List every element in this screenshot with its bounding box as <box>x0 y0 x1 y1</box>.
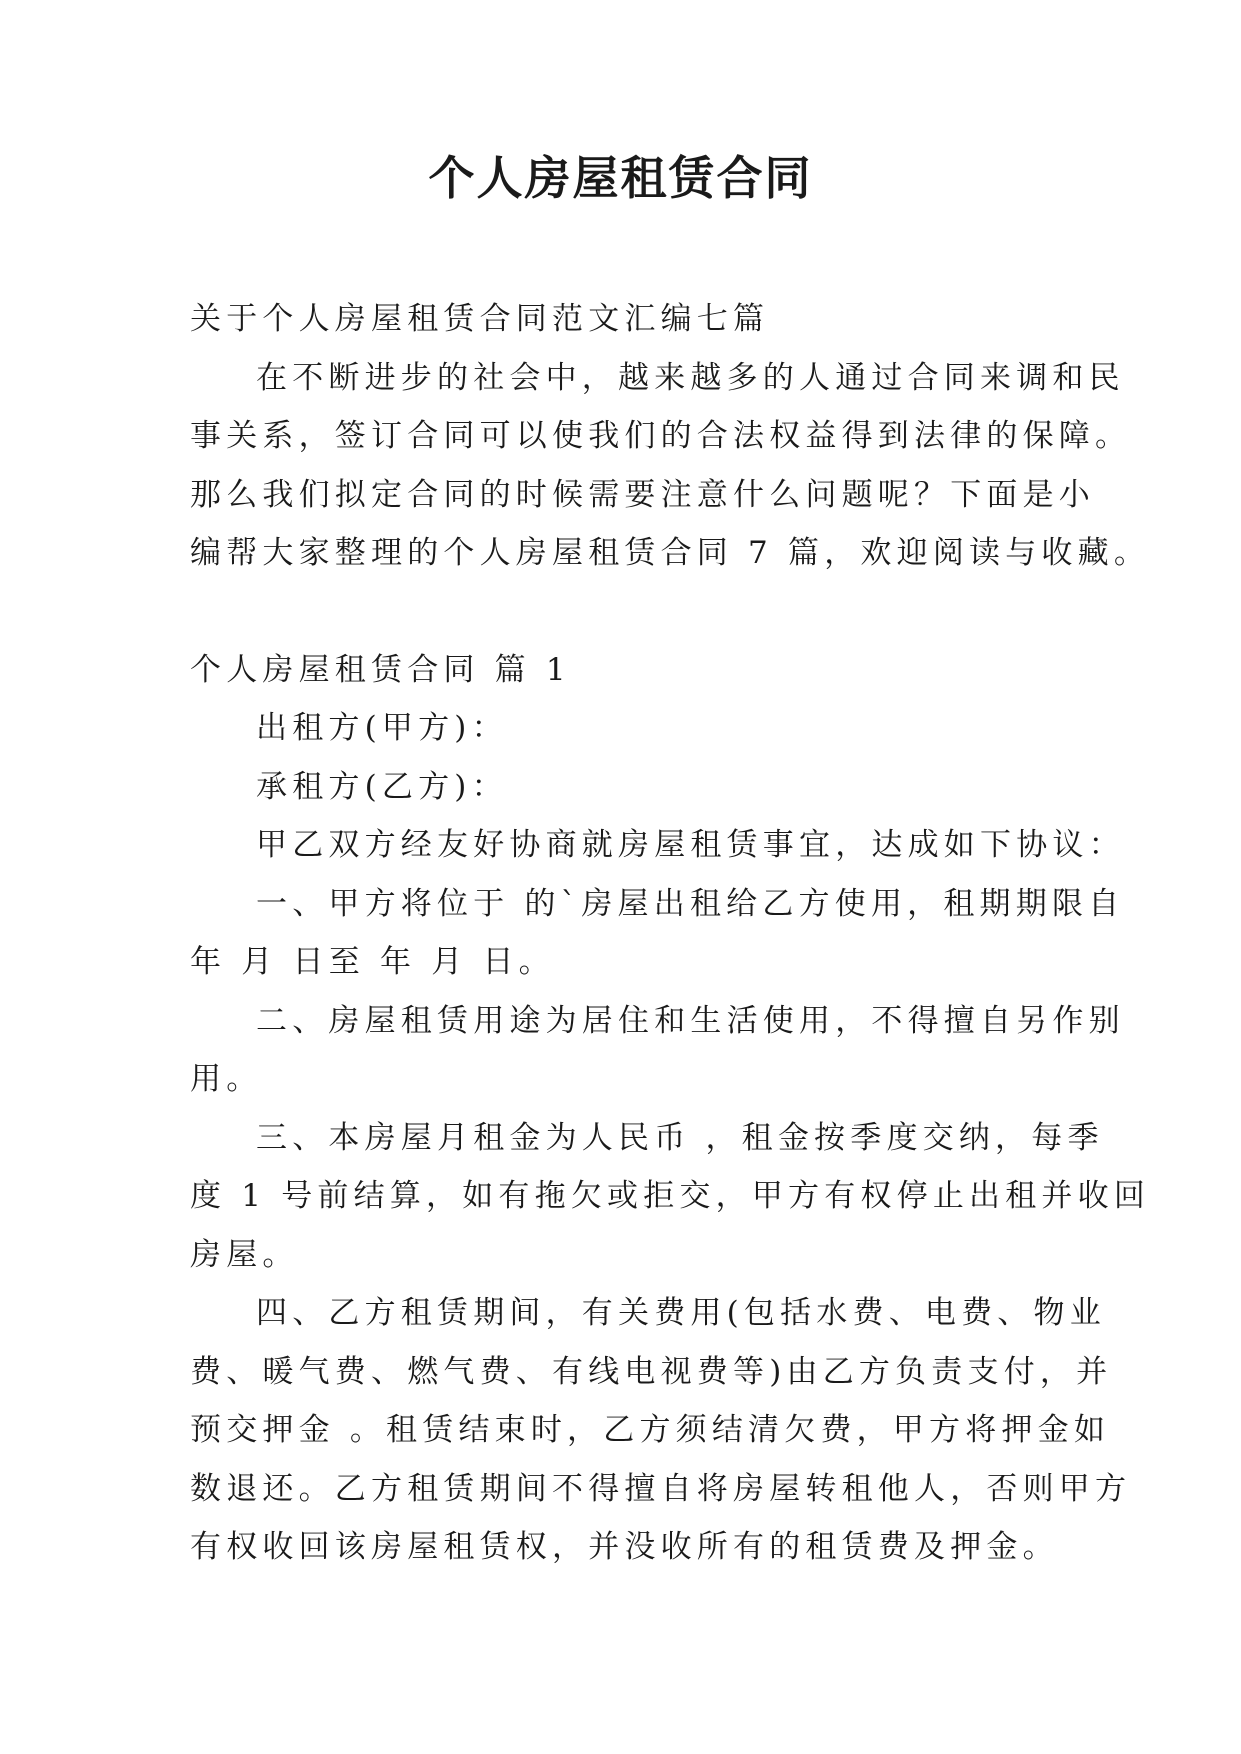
paragraph-gap <box>190 583 1070 641</box>
paragraph-line: 三、本房屋月租金为人民币 ，租金按季度交纳，每季 <box>256 1119 1104 1156</box>
paragraph-line: 事关系，签订合同可以使我们的合法权益得到法律的保障。 <box>190 418 1132 454</box>
paragraph-line: 一、甲方将位于 的`房屋出租给乙方使用，租期期限自 <box>256 885 1125 922</box>
agreement-line: 甲乙双方经友好协商就房屋租赁事宜，达成如下协议： <box>256 827 1125 863</box>
paragraph-line: 编帮大家整理的个人房屋租赁合同 7 篇，欢迎阅读与收藏。 <box>190 535 1151 571</box>
clause-2 <box>190 992 1125 1109</box>
paragraph-line: 费、暖气费、燃气费、有线电视费等)由乙方负责支付，并 <box>190 1353 1113 1390</box>
paragraph-line: 二、房屋租赁用途为居住和生活使用，不得擅自另作别 <box>256 1002 1125 1039</box>
paragraph-line: 那么我们拟定合同的时候需要注意什么问题呢？下面是小 <box>190 476 1095 513</box>
paragraph-line: 四、乙方租赁期间，有关费用(包括水费、电费、物业 <box>256 1295 1106 1331</box>
paragraph-line: 数退还。乙方租赁期间不得擅自将房屋转租他人，否则甲方 <box>190 1470 1132 1507</box>
document-subtitle: 关于个人房屋租赁合同范文汇编七篇 <box>190 301 770 337</box>
paragraph-line: 房屋。 <box>190 1236 299 1273</box>
paragraph-line: 有权收回该房屋租赁权，并没收所有的租赁费及押金。 <box>190 1529 1059 1565</box>
party-b-line: 承租方(乙方)： <box>256 768 508 805</box>
document-body <box>190 290 1151 1577</box>
clause-1 <box>190 875 1125 992</box>
paragraph-line: 用。 <box>190 1061 263 1097</box>
clause-3 <box>190 1109 1151 1285</box>
intro-paragraph <box>190 349 1151 583</box>
paragraph-line: 在不断进步的社会中，越来越多的人通过合同来调和民 <box>256 359 1125 396</box>
paragraph-line: 预交押金 。租赁结束时，乙方须结清欠费，甲方将押金如 <box>190 1412 1111 1448</box>
paragraph-line: 年 月 日至 年 月 日。 <box>190 944 555 980</box>
section-heading: 个人房屋租赁合同 篇 1 <box>190 651 571 688</box>
paragraph-line: 度 1 号前结算，如有拖欠或拒交，甲方有权停止出租并收回 <box>190 1178 1151 1214</box>
party-a-line: 出租方(甲方)： <box>256 710 508 746</box>
document-title: 个人房屋租赁合同 <box>428 151 813 205</box>
clause-4 <box>190 1284 1132 1577</box>
